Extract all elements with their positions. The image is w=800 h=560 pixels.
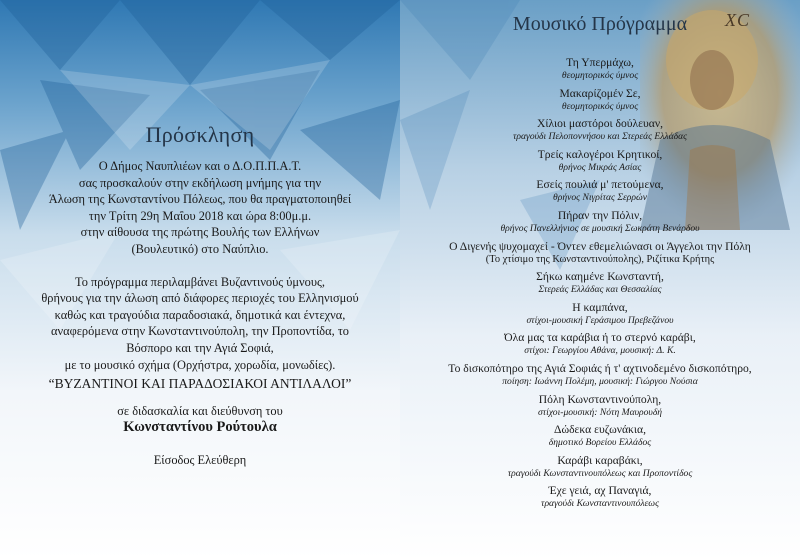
program-item-title: Εσείς πουλιά μ' πετούμενα, — [536, 178, 664, 192]
invitation-paragraph-2 — [0, 274, 400, 374]
program-item — [400, 209, 800, 240]
icon-inscription: ΧC — [725, 10, 751, 30]
program-item — [400, 362, 800, 393]
program-item-title: Δώδεκα ευζωνάκια, — [553, 423, 646, 437]
program-item-title: Πόλη Κωνσταντινούπολη, — [538, 392, 662, 406]
program-item-subtitle: θρήνος Μικράς Ασίας — [558, 161, 642, 173]
program-item-subtitle: τραγούδι Κωνσταντινουπόλεως και Προποντίδος — [507, 467, 693, 479]
program-item — [400, 270, 800, 301]
program-item-subtitle: στίχοι-μουσική Γεράσιμου Πρεβεζάνου — [526, 314, 674, 326]
program-item-subtitle: θρήνος Πανελλήνιος σε μουσική Σωκράτη Βενάρδου — [500, 222, 700, 234]
program-item-subtitle: θεομητορικός ύμνος — [561, 70, 639, 81]
program-item-title: Όλα μας τα καράβια ή το στερνό καράβι, — [504, 331, 696, 345]
text-line: με το μουσικό σχήμα (Ορχήστρα, χορωδία, μονωδίες). — [64, 357, 336, 372]
program-title: Μουσικό Πρόγραμμα — [512, 13, 688, 35]
text-line: την Τρίτη 29η Μαΐου 2018 και ώρα 8:00μ.μ. — [88, 208, 312, 223]
program-item-title: Τη Υπερμάχω, — [566, 56, 634, 69]
text-line: στην αίθουσα της πρώτης Βουλής των Ελλήνων — [80, 225, 320, 240]
program-item — [400, 148, 800, 179]
program-item-title: Το δισκοπότηρο της Αγιά Σοφιάς ή τ' αχτινοδεμένο δισκοπότηρο, — [448, 361, 752, 375]
program-list — [400, 56, 800, 515]
program-item-title: Μακαρίζομέν Σε, — [559, 86, 641, 100]
program-item-subtitle: στίχοι-μουσική: Νότη Μαυρουδή — [537, 406, 663, 418]
program-item-subtitle: τραγούδι Κωνσταντινουπόλεως — [541, 498, 659, 510]
program-item — [400, 331, 800, 362]
program-item-title: Η καμπάνα, — [572, 300, 628, 314]
program-item-title: Τρείς καλογέροι Κρητικοί, — [537, 147, 663, 161]
text-line: Το πρόγραμμα περιλαμβάνει Βυζαντινούς ύμνους, — [75, 274, 325, 289]
program-item-subtitle: στίχοι: Γεωργίου Αθάνα, μουσική: Δ. Κ. — [524, 345, 676, 357]
program-item-subtitle: Στερεάς Ελλάδας και Θεσσαλίας — [538, 284, 662, 296]
program-item-subtitle: θεομητορικός ύμνος — [561, 100, 639, 112]
text-line: Βόσπορο και την Αγιά Σοφιά, — [126, 340, 274, 355]
director-name: Κωνσταντίνου Ρούτουλα — [123, 419, 277, 436]
invitation-body — [0, 158, 400, 469]
program-item-title: Καράβι καραβάκι, — [557, 453, 643, 467]
program-item — [400, 240, 800, 271]
program-item-subtitle: ποίηση: Ιωάννη Πολέμη, μουσική: Γιώργου Νούσια — [502, 375, 698, 387]
program-item-title: Πήραν την Πόλιν, — [557, 208, 643, 222]
program-item — [400, 423, 800, 454]
text-line: Ο Δήμος Ναυπλιέων και ο Δ.Ο.Π.Π.Α.Τ. — [98, 159, 302, 173]
program-item — [400, 56, 800, 87]
program-item — [400, 117, 800, 148]
program-item-title: Χίλιοι μαστόροι δούλευαν, — [537, 117, 663, 131]
program-item-subtitle: θρήνος Νιγρίτας Σερρών — [553, 192, 647, 204]
program-item-title: Σήκω καημένε Κωνσταντή, — [536, 270, 664, 284]
program-item-subtitle: τραγούδι Πελοποννήσου και Στερεάς Ελλάδας — [512, 131, 688, 143]
program-item-title: Έχε γειά, αχ Παναγιά, — [548, 484, 652, 498]
invitation-title: Πρόσκληση — [145, 122, 255, 147]
program-item — [400, 178, 800, 209]
program-item — [400, 393, 800, 424]
entry-note: Είσοδος Ελεύθερη — [153, 452, 247, 467]
text-line: αναφερόμενα στην Κωνσταντινούπολη, την Προποντίδα, το — [50, 324, 350, 339]
program-item-title: Ο Διγενής ψυχομαχεί - Όντεν εθεμελιώνασι οι Άγγελοι την Πόλη — [449, 239, 751, 253]
ensemble-name: “ΒΥΖΑΝΤΙΝΟΙ ΚΑΙ ΠΑΡΑΔΟΣΙΑΚΟΙ ΑΝΤΙΛΑΛΟΙ” — [48, 376, 352, 392]
program-page — [400, 0, 800, 560]
program-item — [400, 301, 800, 332]
text-line: καθώς και τραγούδια παραδοσιακά, δημοτικά και έντεχνα, — [54, 307, 346, 322]
text-line: σας προσκαλούν στην εκδήλωση μνήμης για την — [78, 175, 322, 190]
text-line: θρήνους για την άλωση από διάφορες περιοχές του Ελληνισμού — [41, 291, 359, 306]
program-item — [400, 484, 800, 515]
text-line: (Βουλευτικό) στο Ναύπλιο. — [131, 241, 269, 256]
program-item-subtitle: (Το χτίσιμο της Κωνσταντινούπολης), Ριζίτικα Κρήτης — [485, 253, 715, 265]
invitation-paragraph-1 — [0, 158, 400, 258]
program-item-subtitle: δημοτικό Βορείου Ελλάδος — [548, 437, 652, 449]
director-label: σε διδασκαλία και διεύθυνση του — [117, 403, 283, 418]
program-item — [400, 454, 800, 485]
text-line: Άλωση της Κωνσταντίνου Πόλεως, που θα πραγματοποιηθεί — [48, 192, 352, 207]
program-item — [400, 87, 800, 118]
